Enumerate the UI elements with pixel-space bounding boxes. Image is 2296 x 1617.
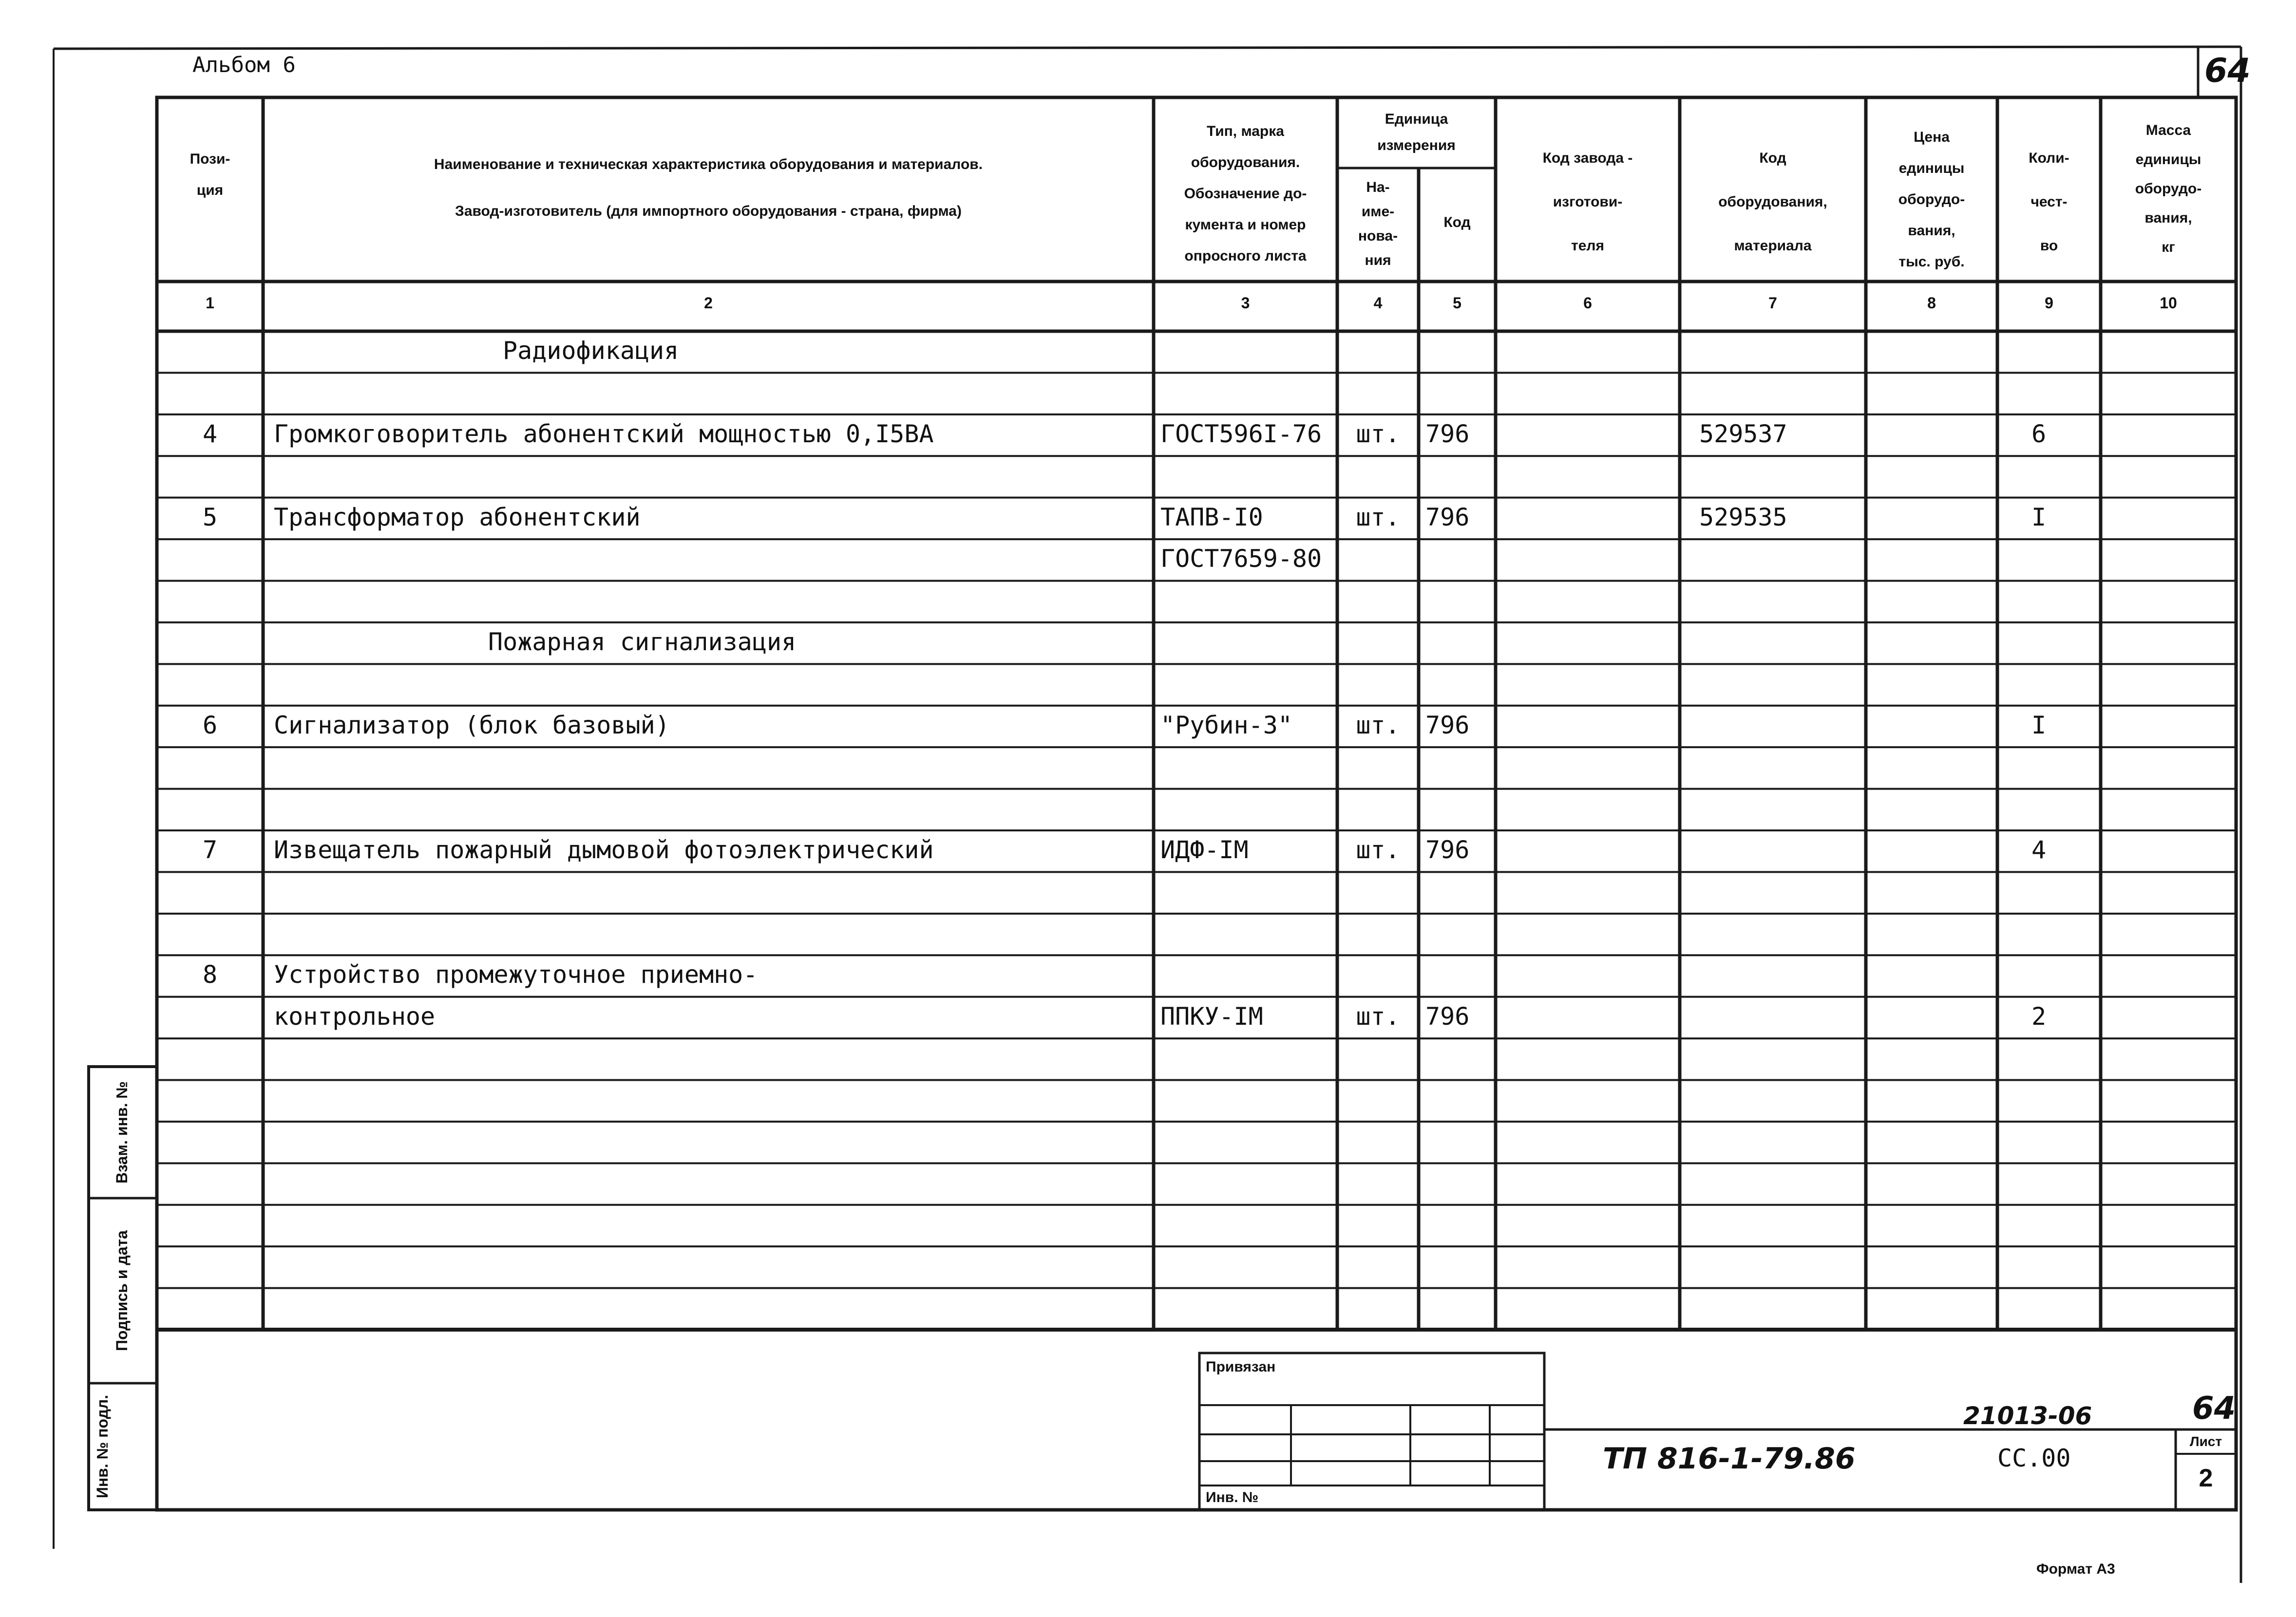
cell-factory	[1502, 831, 1680, 873]
cell-price	[1866, 499, 1997, 540]
cell-pos	[157, 873, 263, 914]
cell-mass	[2101, 748, 2236, 790]
side-label-vzam: Взам. инв. №	[113, 1081, 131, 1184]
cell-equip: 529537	[1699, 419, 1787, 448]
cell-price	[1866, 374, 1997, 415]
cell-unit	[1337, 374, 1419, 415]
cell-mass	[2101, 1081, 2236, 1123]
cell-qty	[2031, 582, 2101, 623]
cell-name	[274, 1247, 1154, 1289]
cell-factory	[1502, 915, 1680, 956]
cell-type	[1160, 1289, 1337, 1331]
cell-qty: 2	[2031, 1002, 2047, 1031]
side-label-podpis: Подпись и дата	[113, 1230, 131, 1351]
cell-code	[1425, 457, 1496, 498]
colnum-7: 7	[1768, 294, 1777, 312]
cell-factory	[1502, 956, 1680, 997]
cell-code	[1425, 790, 1496, 831]
cell-type	[1160, 1206, 1337, 1247]
cell-pos	[157, 457, 263, 498]
cell-pos	[157, 1123, 263, 1164]
cell-mass	[2101, 1289, 2236, 1331]
cell-pos: 6	[202, 711, 218, 739]
cell-name	[274, 1123, 1154, 1164]
cell-price	[1866, 415, 1997, 457]
cell-unit: шт.	[1356, 419, 1400, 448]
cell-qty: 6	[2031, 419, 2047, 448]
cell-mass	[2101, 1206, 2236, 1247]
cell-pos	[157, 374, 263, 415]
cell-pos	[157, 998, 263, 1039]
cell-unit	[1337, 457, 1419, 498]
cell-price	[1866, 1123, 1997, 1164]
cell-code	[1425, 540, 1496, 582]
cell-type	[1160, 956, 1337, 997]
cell-factory	[1502, 665, 1680, 706]
cell-mass	[2101, 998, 2236, 1039]
cell-mass	[2101, 415, 2236, 457]
cell-code	[1425, 956, 1496, 997]
cell-equip	[1699, 1289, 1866, 1331]
cell-code: 796	[1425, 503, 1470, 531]
cell-mass	[2101, 623, 2236, 665]
cell-code	[1425, 1164, 1496, 1205]
cell-qty: I	[2031, 711, 2047, 739]
cell-equip	[1699, 956, 1866, 997]
cell-type	[1160, 1039, 1337, 1081]
handwritten-sheet-number: 64	[2192, 1391, 2236, 1427]
cell-unit: шт.	[1356, 1002, 1400, 1031]
cell-factory	[1502, 540, 1680, 582]
cell-code	[1425, 1206, 1496, 1247]
cell-type	[1160, 790, 1337, 831]
cell-name	[274, 1164, 1154, 1205]
cell-equip	[1699, 1081, 1866, 1123]
cell-pos	[157, 915, 263, 956]
cell-qty	[2031, 956, 2101, 997]
cell-qty	[2031, 623, 2101, 665]
colnum-3: 3	[1241, 294, 1250, 312]
cell-qty	[2031, 374, 2101, 415]
cell-factory	[1502, 1164, 1680, 1205]
cell-unit	[1337, 1206, 1419, 1247]
cell-unit	[1337, 1039, 1419, 1081]
header-name: Наименование и техническая характеристика оборудования и материалов. Завод-изготовитель (для импортного оборудования - страна, фирма)	[434, 156, 983, 219]
cell-qty	[2031, 790, 2101, 831]
cell-name	[274, 540, 1154, 582]
cell-equip: 529535	[1699, 503, 1787, 531]
cell-factory	[1502, 873, 1680, 914]
cell-mass	[2101, 1247, 2236, 1289]
cell-name: Радиофикация	[503, 337, 679, 365]
colnum-6: 6	[1583, 294, 1592, 312]
cell-name	[274, 665, 1154, 706]
cell-qty	[2031, 873, 2101, 914]
cell-price	[1866, 748, 1997, 790]
header-price: Цена единицы оборудо- вания, тыс. руб.	[1898, 129, 1965, 270]
cell-qty	[2031, 1081, 2101, 1123]
cell-code	[1425, 1123, 1496, 1164]
cell-type	[1160, 1123, 1337, 1164]
colnum-4: 4	[1373, 294, 1383, 312]
colnum-10: 10	[2160, 294, 2177, 312]
cell-type: ГОСТ7659-80	[1160, 545, 1322, 573]
cell-mass	[2101, 1164, 2236, 1205]
cell-type	[1160, 623, 1337, 665]
cell-qty	[2031, 1289, 2101, 1331]
cell-factory	[1502, 998, 1680, 1039]
cell-price	[1866, 790, 1997, 831]
cell-unit	[1337, 915, 1419, 956]
cell-equip	[1699, 748, 1866, 790]
cell-type: ИДФ-IМ	[1160, 836, 1249, 864]
cell-type: ТАПВ-I0	[1160, 503, 1263, 531]
cell-unit	[1337, 623, 1419, 665]
project-code: ТП 816-1-79.86	[1603, 1442, 1856, 1476]
cell-factory	[1502, 415, 1680, 457]
cell-unit: шт.	[1356, 836, 1400, 864]
colnum-1: 1	[206, 294, 214, 312]
cell-type: ГОСТ596I-76	[1160, 419, 1322, 448]
cell-equip	[1699, 665, 1866, 706]
cell-name	[274, 457, 1154, 498]
cell-code	[1425, 1039, 1496, 1081]
cell-pos	[157, 665, 263, 706]
cell-name	[274, 915, 1154, 956]
cell-code	[1425, 665, 1496, 706]
cell-unit	[1337, 873, 1419, 914]
cell-pos	[157, 332, 263, 374]
cell-unit	[1337, 1123, 1419, 1164]
cell-name	[274, 1081, 1154, 1123]
cell-factory	[1502, 1039, 1680, 1081]
cell-qty	[2031, 1039, 2101, 1081]
cell-pos	[157, 1289, 263, 1331]
cell-factory	[1502, 1081, 1680, 1123]
cell-unit: шт.	[1356, 711, 1400, 739]
cell-equip	[1699, 831, 1866, 873]
cell-price	[1866, 707, 1997, 748]
cell-pos	[157, 623, 263, 665]
cell-name	[274, 582, 1154, 623]
cell-code	[1425, 332, 1496, 374]
cell-type	[1160, 1164, 1337, 1205]
cell-pos	[157, 1206, 263, 1247]
cell-qty	[2031, 1123, 2101, 1164]
cell-price	[1866, 665, 1997, 706]
cell-name: Извещатель пожарный дымовой фотоэлектрический	[274, 836, 934, 864]
cell-qty	[2031, 457, 2101, 498]
cell-code	[1425, 915, 1496, 956]
cell-factory	[1502, 374, 1680, 415]
cell-pos	[157, 1247, 263, 1289]
cell-price	[1866, 1289, 1997, 1331]
cell-price	[1866, 1164, 1997, 1205]
cell-factory	[1502, 623, 1680, 665]
cell-factory	[1502, 1289, 1680, 1331]
cell-mass	[2101, 1039, 2236, 1081]
cell-mass	[2101, 665, 2236, 706]
cell-mass	[2101, 1123, 2236, 1164]
cell-unit	[1337, 1289, 1419, 1331]
doc-number: 21013-06	[1963, 1402, 2092, 1430]
cell-price	[1866, 956, 1997, 997]
cell-pos	[157, 1039, 263, 1081]
cell-type	[1160, 457, 1337, 498]
cell-pos	[157, 1081, 263, 1123]
cell-unit	[1337, 748, 1419, 790]
cell-name	[274, 1039, 1154, 1081]
cell-equip	[1699, 998, 1866, 1039]
cell-price	[1866, 540, 1997, 582]
cell-type	[1160, 873, 1337, 914]
cell-equip	[1699, 1206, 1866, 1247]
cell-type	[1160, 332, 1337, 374]
cell-pos: 7	[202, 836, 218, 864]
cell-name	[274, 1289, 1154, 1331]
cell-name: Пожарная сигнализация	[488, 627, 797, 656]
cell-qty: I	[2031, 503, 2047, 531]
cell-code	[1425, 1289, 1496, 1331]
cell-name	[274, 873, 1154, 914]
cell-factory	[1502, 499, 1680, 540]
cell-name: Устройство промежуточное приемно-	[274, 960, 758, 989]
cell-name: контрольное	[274, 1002, 436, 1031]
cell-pos: 8	[202, 960, 218, 989]
cell-type: ППКУ-IМ	[1160, 1002, 1263, 1031]
cell-equip	[1699, 915, 1866, 956]
cell-name: Сигнализатор (блок базовый)	[274, 711, 670, 739]
cell-type	[1160, 1081, 1337, 1123]
cell-mass	[2101, 790, 2236, 831]
cell-mass	[2101, 374, 2236, 415]
header-mass: Масса единицы оборудо- вания, кг	[2135, 122, 2202, 255]
cell-code	[1425, 873, 1496, 914]
side-label-inv-podl: Инв. № подл.	[94, 1394, 111, 1499]
header-unit-code: Код	[1443, 214, 1471, 230]
cell-qty	[2031, 915, 2101, 956]
cell-pos: 5	[202, 503, 218, 531]
cell-code	[1425, 1081, 1496, 1123]
cell-equip	[1699, 1164, 1866, 1205]
cell-factory	[1502, 790, 1680, 831]
format-label: Формат А3	[2036, 1561, 2115, 1577]
cell-equip	[1699, 457, 1866, 498]
cell-unit	[1337, 1164, 1419, 1205]
cell-code	[1425, 623, 1496, 665]
cell-type: "Рубин-3"	[1160, 711, 1292, 739]
cell-factory	[1502, 1123, 1680, 1164]
cell-code: 796	[1425, 836, 1470, 864]
cell-mass	[2101, 915, 2236, 956]
cell-pos	[157, 1164, 263, 1205]
album-label: Альбом 6	[192, 53, 296, 77]
cell-type	[1160, 582, 1337, 623]
cell-qty	[2031, 1164, 2101, 1205]
cell-price	[1866, 998, 1997, 1039]
cell-equip	[1699, 540, 1866, 582]
cell-pos	[157, 582, 263, 623]
cell-type	[1160, 748, 1337, 790]
cell-mass	[2101, 956, 2236, 997]
cell-price	[1866, 623, 1997, 665]
cell-pos	[157, 540, 263, 582]
cell-code	[1425, 374, 1496, 415]
cell-factory	[1502, 457, 1680, 498]
cell-code: 796	[1425, 711, 1470, 739]
cell-pos: 4	[202, 419, 218, 448]
cell-unit	[1337, 1247, 1419, 1289]
cell-unit	[1337, 665, 1419, 706]
cell-mass	[2101, 332, 2236, 374]
cell-pos	[157, 790, 263, 831]
cell-name	[274, 374, 1154, 415]
cell-mass	[2101, 873, 2236, 914]
stamp-inv-no: Инв. №	[1206, 1489, 1259, 1505]
cell-code	[1425, 582, 1496, 623]
cell-factory	[1502, 1247, 1680, 1289]
cell-mass	[2101, 582, 2236, 623]
cell-factory	[1502, 1206, 1680, 1247]
header-type: Тип, марка оборудования. Обозначение до- кумента и номер опросного листа	[1184, 123, 1307, 264]
header-quantity: Коли- чест- во	[2029, 150, 2069, 254]
cell-qty	[2031, 540, 2101, 582]
colnum-8: 8	[1927, 294, 1936, 312]
cell-name: Громкоговоритель абонентский мощностью 0,I5ВА	[274, 419, 934, 448]
cell-name	[274, 748, 1154, 790]
list-value: 2	[2199, 1464, 2213, 1492]
cell-type	[1160, 665, 1337, 706]
cell-price	[1866, 457, 1997, 498]
cell-price	[1866, 831, 1997, 873]
cell-name: Трансформатор абонентский	[274, 503, 641, 531]
cell-equip	[1699, 582, 1866, 623]
stamp-privyazan: Привязан	[1206, 1359, 1276, 1375]
cell-price	[1866, 1081, 1997, 1123]
cell-price	[1866, 1247, 1997, 1289]
cell-unit	[1337, 790, 1419, 831]
cell-equip	[1699, 332, 1866, 374]
cell-unit	[1337, 956, 1419, 997]
cell-equip	[1699, 1247, 1866, 1289]
cell-mass	[2101, 707, 2236, 748]
cell-factory	[1502, 748, 1680, 790]
colnum-2: 2	[704, 294, 713, 312]
cell-equip	[1699, 623, 1866, 665]
cell-unit	[1337, 582, 1419, 623]
cell-equip	[1699, 873, 1866, 914]
header-unit-group: Единица измерения	[1377, 111, 1456, 153]
colnum-5: 5	[1453, 294, 1461, 312]
cell-qty	[2031, 332, 2101, 374]
cell-qty	[2031, 1206, 2101, 1247]
cell-qty: 4	[2031, 836, 2047, 864]
cell-qty	[2031, 665, 2101, 706]
cell-price	[1866, 1206, 1997, 1247]
cell-mass	[2101, 499, 2236, 540]
cell-code: 796	[1425, 419, 1470, 448]
cell-qty	[2031, 748, 2101, 790]
cell-equip	[1699, 374, 1866, 415]
cell-price	[1866, 873, 1997, 914]
cell-factory	[1502, 582, 1680, 623]
cell-mass	[2101, 457, 2236, 498]
header-factory-code: Код завода - изготови- теля	[1542, 150, 1633, 254]
cell-price	[1866, 1039, 1997, 1081]
header-equipment-code: Код оборудования, материала	[1718, 150, 1827, 254]
cell-factory	[1502, 707, 1680, 748]
cell-pos	[157, 748, 263, 790]
cell-code	[1425, 1247, 1496, 1289]
cell-unit	[1337, 1081, 1419, 1123]
cell-type	[1160, 915, 1337, 956]
header-unit-name: На- име- нова- ния	[1358, 179, 1398, 268]
cell-unit	[1337, 540, 1419, 582]
cell-price	[1866, 915, 1997, 956]
cell-equip	[1699, 1039, 1866, 1081]
cell-price	[1866, 332, 1997, 374]
cell-mass	[2101, 831, 2236, 873]
cell-name	[274, 1206, 1154, 1247]
cell-mass	[2101, 540, 2236, 582]
cell-unit: шт.	[1356, 503, 1400, 531]
cell-equip	[1699, 790, 1866, 831]
cell-qty	[2031, 1247, 2101, 1289]
cell-type	[1160, 374, 1337, 415]
cell-code: 796	[1425, 1002, 1470, 1031]
doc-code: СС.00	[1997, 1444, 2071, 1472]
cell-factory	[1502, 332, 1680, 374]
list-label: Лист	[2189, 1434, 2222, 1449]
cell-equip	[1699, 1123, 1866, 1164]
cell-equip	[1699, 707, 1866, 748]
cell-type	[1160, 1247, 1337, 1289]
cell-price	[1866, 582, 1997, 623]
colnum-9: 9	[2045, 294, 2053, 312]
corner-sheet-number: 64	[2204, 52, 2251, 90]
cell-unit	[1337, 332, 1419, 374]
header-position: Пози- ция	[190, 151, 230, 198]
cell-name	[274, 790, 1154, 831]
cell-code	[1425, 748, 1496, 790]
